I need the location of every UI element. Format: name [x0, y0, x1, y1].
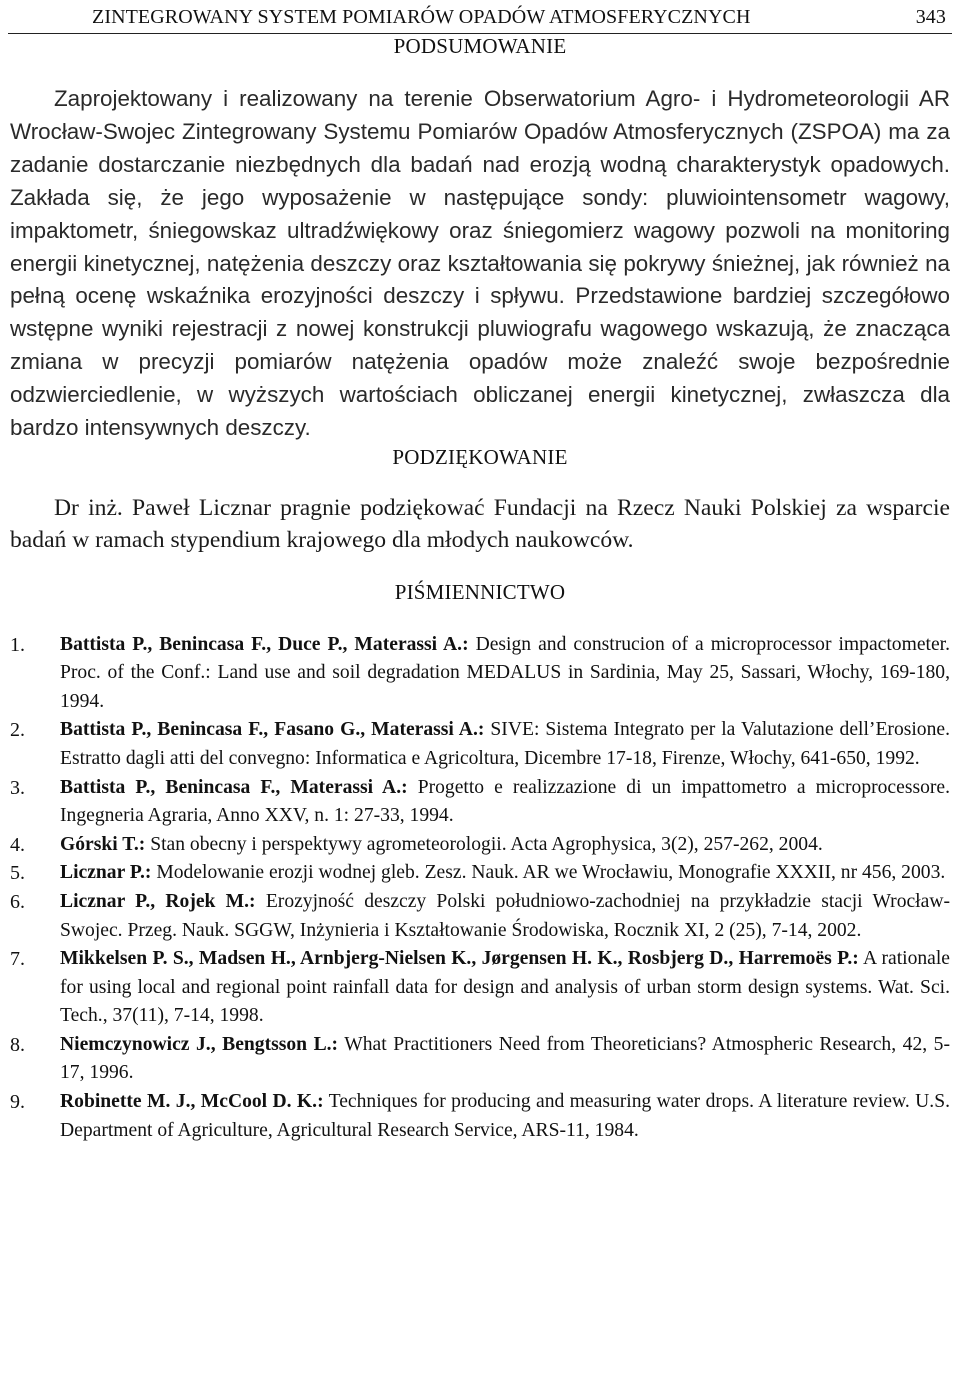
reference-item — [8, 774, 952, 831]
reference-item — [8, 1031, 952, 1088]
reference-item — [8, 888, 952, 945]
references-list — [8, 631, 952, 1146]
reference-item — [8, 716, 952, 773]
reference-number: 5. — [10, 862, 25, 885]
reference-number: 3. — [10, 776, 25, 799]
reference-item — [8, 1088, 952, 1145]
summary-heading: PODSUMOWANIE — [393, 34, 567, 58]
reference-text: What Practitioners Need from Theoreticians? Atmospheric Research, 42, 5-17, 1996. — [60, 1033, 950, 1084]
acknowledgements-paragraph — [8, 492, 952, 556]
reference-authors: Battista P., Benincasa F., Materassi A.: — [60, 776, 408, 798]
summary-text: Zaprojektowany i realizowany na terenie Obserwatorium Agro- i Hydrometeorologii AR Wrocław-Swojec Zintegrowany Systemu Pomiarów Opadów Atmosferycznych (ZSPOA) ma za zadanie dostarczanie niezbędnych dla badań nad erozją wodną charakterystyk opadowych. Zakłada się, że jego wyposażenie w następujące sondy: pluwiointensometr wagowy, impaktometr, śniegowskaz ultradźwiękowy oraz śniegomierz wagowy pozwoli na monitoring energii kinetycznej, natężenia deszczy oraz kształtowania się pokrywy śnieżnej, jak również na pełną ocenę wskaźnika erozyjności deszczy i spływu. Przedstawione bardziej szczegółowo wstępne wyniki rejestracji z nowej konstrukcji pluwiografu wagowego wskazują, że znacząca zmiana w precyzji pomiarów natężenia opadów może znaleźć swoje bezpośrednie odzwierciedlenie, w wyższych wartościach obliczanej energii kinetycznej, zwłaszcza dla bardzo intensywnych deszczy. — [10, 86, 950, 441]
reference-authors: Niemczynowicz J., Bengtsson L.: — [60, 1033, 339, 1055]
reference-number: 2. — [10, 719, 25, 742]
running-header — [8, 0, 952, 34]
reference-number: 1. — [10, 633, 25, 656]
reference-text: Techniques for producing and measuring water drops. A literature review. U.S. Department of Agriculture, Agricultural Research Service, ARS-11, 1984. — [60, 1091, 950, 1141]
reference-item — [8, 859, 952, 888]
reference-authors: Battista P., Benincasa F., Fasano G., Materassi A.: — [60, 719, 485, 741]
reference-authors: Licznar P.: — [60, 862, 152, 884]
acknowledgements-text: Dr inż. Paweł Licznar pragnie podziękować Fundacji na Rzecz Nauki Polskiej za wsparcie badań w ramach stypendium krajowego dla młodych naukowców. — [10, 494, 950, 553]
reference-text: Erozyjność deszczy Polski południowo-zachodniej na przykładzie stacji Wrocław-Swojec. Przeg. Nauk. SGGW, Inżynieria i Kształtowanie Środowiska, Rocznik XI, 2 (25), 7-14, 2002. — [60, 890, 951, 941]
reference-authors: Górski T.: — [60, 833, 146, 855]
reference-number: 9. — [10, 1091, 25, 1114]
acknowledgements-heading: PODZIĘKOWANIE — [392, 444, 568, 469]
reference-authors: Mikkelsen P. S., Madsen H., Arnbjerg-Nielsen K., Jørgensen H. K., Rosbjerg D., Harremoës P.: — [60, 948, 859, 970]
reference-text: Progetto e realizzazione di un impattometro a microprocessore. Ingegneria Agraria, Anno XXV, n. 1: 27-33, 1994. — [60, 776, 950, 827]
reference-authors: Licznar P., Rojek M.: — [60, 890, 256, 912]
reference-authors: Robinette M. J., McCool D. K.: — [60, 1091, 324, 1113]
reference-item — [8, 831, 952, 860]
reference-number: 8. — [10, 1033, 25, 1056]
reference-number: 6. — [10, 890, 25, 913]
running-title: ZINTEGROWANY SYSTEM POMIARÓW OPADÓW ATMOSFERYCZNYCH — [92, 6, 751, 28]
references-heading: PIŚMIENNICTWO — [394, 579, 566, 604]
reference-item — [8, 631, 952, 717]
reference-number: 7. — [10, 948, 25, 971]
reference-number: 4. — [10, 833, 25, 856]
reference-text: Modelowanie erozji wodnej gleb. Zesz. Nauk. AR we Wrocławiu, Monografie XXXII, nr 456, 2003. — [151, 862, 946, 884]
reference-text: SIVE: Sistema Integrato per la Valutazione dell’Erosione. Estratto dagli atti del convegno: Informatica e Agricoltura, Dicembre 17-18, Firenze, Włochy, 641-650, 1992. — [60, 719, 950, 769]
summary-paragraph — [8, 83, 952, 445]
page-number: 343 — [915, 6, 946, 28]
reference-text: Stan obecny i perspektywy agrometeorologii. Acta Agrophysica, 3(2), 257-262, 2004. — [145, 833, 823, 855]
reference-text: Design and construcion of a microprocessor impactometer. Proc. of the Conf.: Land use and soil degradation MEDALUS in Sardinia, May 25, Sassari, Włochy, 169-180, 1994. — [60, 633, 951, 712]
reference-text: A rationale for using local and regional point rainfall data for design and analysis of urban storm design systems. Wat. Sci. Tech., 37(11), 7-14, 1998. — [60, 948, 951, 1027]
reference-item — [8, 945, 952, 1031]
reference-authors: Battista P., Benincasa F., Duce P., Materassi A.: — [60, 633, 469, 655]
